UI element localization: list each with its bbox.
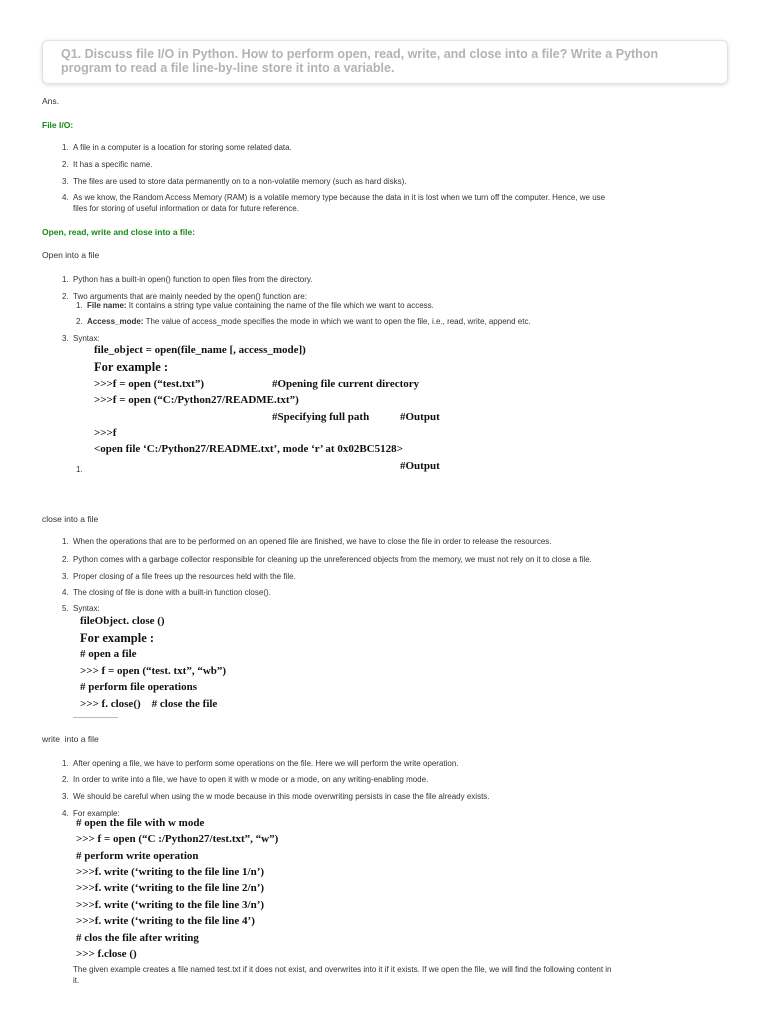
code-line: # perform write operation	[76, 850, 199, 862]
code-line: # clos the file after writing	[76, 932, 199, 944]
write-heading: write into a file	[42, 734, 99, 744]
code-line: >>>f = open (“test.txt”)	[94, 378, 204, 390]
write-footer-line: The given example creates a file named test.txt if it does not exist, and overwrites into it if it exists. If we open the file, we will find the following content in	[73, 965, 612, 974]
write-footer-line: it.	[73, 976, 80, 985]
code-line: fileObject. close ()	[80, 615, 165, 627]
code-line: >>>f	[94, 427, 117, 439]
code-line: # perform file operations	[80, 681, 197, 693]
code-line: For example :	[80, 631, 155, 645]
code-line: >>> f = open (“test. txt”, “wb”)	[80, 665, 227, 677]
code-line: >>>f. write (‘writing to the file line 1/n’)	[76, 866, 265, 878]
code-line: >>>f = open (“C:/Python27/README.txt”)	[94, 394, 299, 406]
code-line: # open the file with w mode	[76, 817, 205, 829]
code-comment: #Output	[400, 411, 440, 423]
code-line: >>> f. close() # close the file	[80, 698, 218, 710]
code-line: file_object = open(file_name [, access_mode])	[94, 344, 306, 356]
code-line: <open file ‘C:/Python27/README.txt’, mode ‘r’ at 0x02BC5128>	[94, 443, 403, 455]
question-box	[42, 40, 728, 84]
code-line: >>>f. write (‘writing to the file line 3/n’)	[76, 899, 265, 911]
question-text: Q1. Discuss file I/O in Python. How to perform open, read, write, and close into a file? Write a Python program to read a file line-by-line store it into a variable.	[61, 47, 659, 75]
code-comment: #Output	[400, 460, 440, 472]
code-line: >>> f.close ()	[76, 948, 137, 960]
code-line: >>> f = open (“C :/Python27/test.txt”, “w”)	[76, 833, 279, 845]
code-line: # open a file	[80, 648, 137, 660]
code-line: >>>f. write (‘writing to the file line 2/n’)	[76, 882, 265, 894]
code-comment: #Opening file current directory	[272, 378, 420, 390]
code-line: For example :	[94, 360, 169, 374]
close-heading: close into a file	[42, 514, 99, 524]
code-line: >>>f. write (‘writing to the file line 4’)	[76, 915, 255, 927]
divider	[73, 717, 118, 718]
fileio-heading: File I/O:	[42, 120, 74, 130]
open-read-write-close-heading: Open, read, write and close into a file:	[42, 227, 196, 237]
ans-label: Ans.	[42, 96, 60, 106]
open-heading: Open into a file	[42, 250, 100, 260]
code-comment: #Specifying full path	[272, 411, 370, 423]
